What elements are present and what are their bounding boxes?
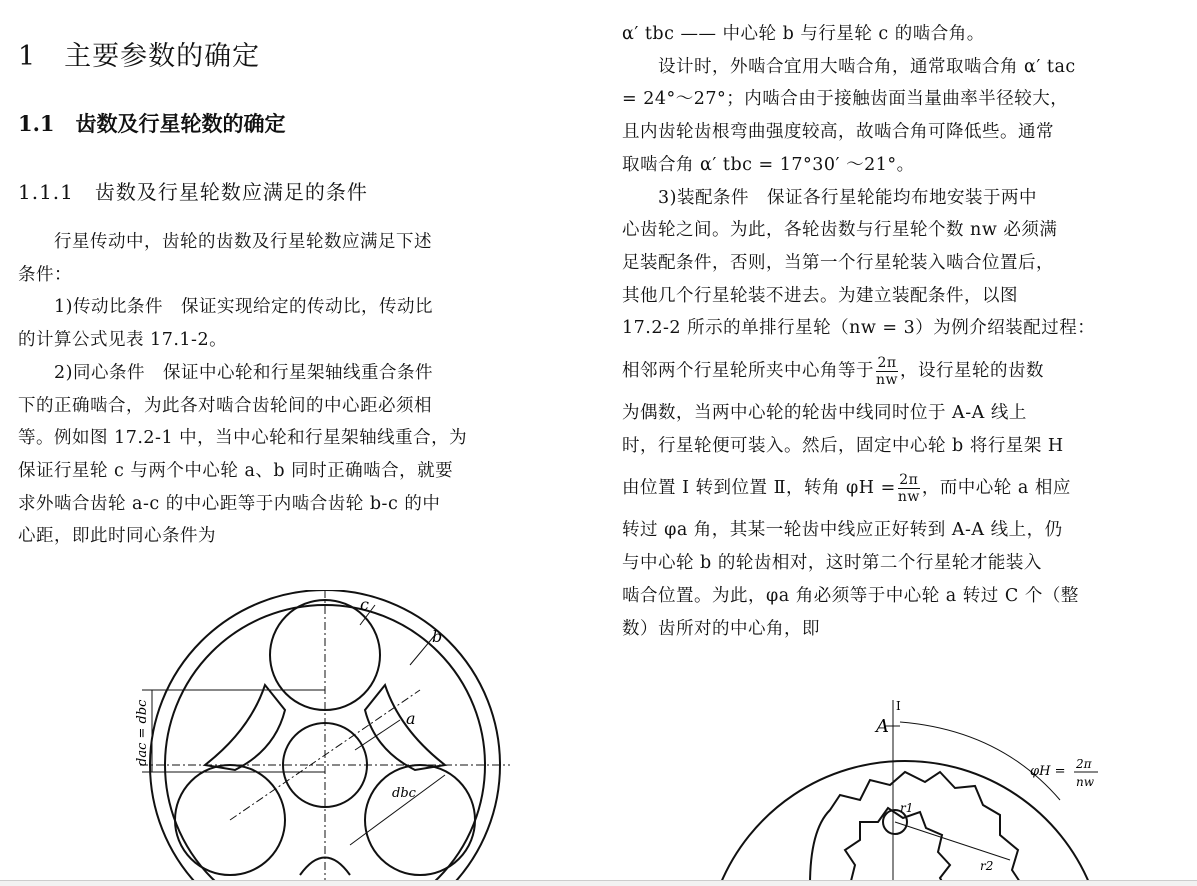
label-frac-num: 2π	[1076, 757, 1092, 771]
paragraph-line: 保证行星轮 c 与两个中心轮 a、b 同时正确啮合，就要	[18, 460, 454, 481]
label-b: b	[432, 627, 443, 646]
paragraph-line: 为偶数，当两中心轮的轮齿中线同时位于 A-A 线上	[622, 403, 1027, 424]
carrier-arm	[365, 685, 445, 770]
paragraph-line: 啮合位置。为此，φa 角必须等于中心轮 a 转过 C 个（整	[622, 585, 1079, 606]
formula-line	[622, 345, 1182, 397]
paragraph-line: 且内齿轮齿根弯曲强度较高，故啮合角可降低些。通常	[622, 122, 1054, 143]
paragraph-line: 时，行星轮便可装入。然后，固定中心轮 b 将行星架 H	[622, 435, 1064, 456]
right-text-column	[622, 18, 1182, 645]
label-c: c	[360, 595, 369, 614]
paragraph-line: 行星传动中，齿轮的齿数及行星轮数应满足下述	[18, 232, 432, 252]
paragraph-line: 其他几个行星轮装不进去。为建立装配条件，以图	[622, 285, 1018, 306]
paragraph-line: 1)传动比条件 保证实现给定的传动比，传动比	[18, 297, 433, 318]
fraction	[876, 355, 898, 388]
paragraph-line: 求外啮合齿轮 a-c 的中心距等于内啮合齿轮 b-c 的中	[18, 493, 441, 514]
subsection-heading: 1.1 齿数及行星轮数的确定	[18, 111, 286, 136]
text-span: ，设行星轮的齿数	[900, 361, 1044, 382]
assembly-process-figure	[700, 700, 1197, 885]
paragraph-line: 心距，即此时同心条件为	[18, 526, 216, 547]
paragraph-line: 17.2-2 所示的单排行星轮（nw = 3）为例介绍装配过程：	[622, 318, 1096, 339]
text-span: 相邻两个行星轮所夹中心角等于	[622, 361, 874, 382]
paragraph-line: α′ tbc —— 中心轮 b 与行星轮 c 的啮合角。	[622, 24, 985, 44]
label-dimension: dac = dbc	[135, 699, 150, 766]
fraction	[898, 472, 920, 505]
paragraph-line: 等。例如图 17.2-1 中，当中心轮和行星架轴线重合，为	[18, 428, 468, 449]
label-dbc: dbc	[392, 786, 416, 801]
paragraph-line: = 24°～27°；内啮合由于接触齿面当量曲率半径较大，	[622, 89, 1069, 110]
paragraph-line: 条件：	[18, 264, 72, 285]
left-text-column	[18, 226, 578, 553]
paragraph-line: 转过 φa 角，其某一轮齿中线应正好转到 A-A 线上，仍	[622, 520, 1063, 541]
paragraph-line: 2)同心条件 保证中心轮和行星架轴线重合条件	[18, 362, 433, 383]
paragraph-line: 设计时，外啮合宜用大啮合角，通常取啮合角 α′ tac	[622, 56, 1076, 77]
formula-line	[622, 462, 1182, 514]
label-r1: r1	[900, 801, 914, 815]
sun-gear-teeth	[845, 808, 950, 885]
subsubsection-heading: 1.1.1 齿数及行星轮数应满足的条件	[18, 180, 368, 204]
label-a: a	[406, 709, 416, 728]
fraction-numerator: 2π	[899, 472, 919, 489]
paragraph-line: 下的正确啮合，为此各对啮合齿轮间的中心距必须相	[18, 395, 432, 416]
text-span: 由位置 Ⅰ 转到位置 Ⅱ，转角 φH =	[622, 478, 896, 499]
carrier-arm	[205, 685, 285, 770]
label-position-I: I	[896, 700, 901, 713]
label-phi-H: φH =	[1030, 764, 1066, 779]
ring-gear-outline	[720, 761, 1090, 885]
paragraph-line: 与中心轮 b 的轮齿相对，这时第二个行星轮才能装入	[622, 553, 1042, 574]
paragraph-line: 的计算公式见表 17.1-2。	[18, 330, 228, 351]
fraction-denominator: nw	[876, 372, 898, 389]
label-frac-den: nw	[1076, 775, 1094, 789]
viewer-bottom-edge	[0, 880, 1197, 886]
paragraph-line: 取啮合角 α′ tbc = 17°30′ ～21°。	[622, 154, 915, 175]
text-span: ，而中心轮 a 相应	[921, 478, 1071, 499]
section-heading: 1 主要参数的确定	[18, 41, 261, 72]
planetary-gear-figure	[110, 590, 510, 885]
label-r2: r2	[980, 859, 994, 873]
fraction-denominator: nw	[897, 489, 920, 506]
label-A: A	[876, 716, 889, 737]
planet-gear-right	[365, 765, 475, 875]
fraction-numerator: 2π	[877, 355, 897, 372]
paragraph-line: 足装配条件，否则，当第一个行星轮装入啮合位置后，	[622, 252, 1054, 273]
paragraph-line: 数）齿所对的中心角，即	[622, 618, 820, 639]
paragraph-line: 3)装配条件 保证各行星轮能均布地安装于两中	[622, 187, 1037, 208]
paragraph-line: 心齿轮之间。为此，各轮齿数与行星轮个数 nw 必须满	[622, 220, 1058, 241]
